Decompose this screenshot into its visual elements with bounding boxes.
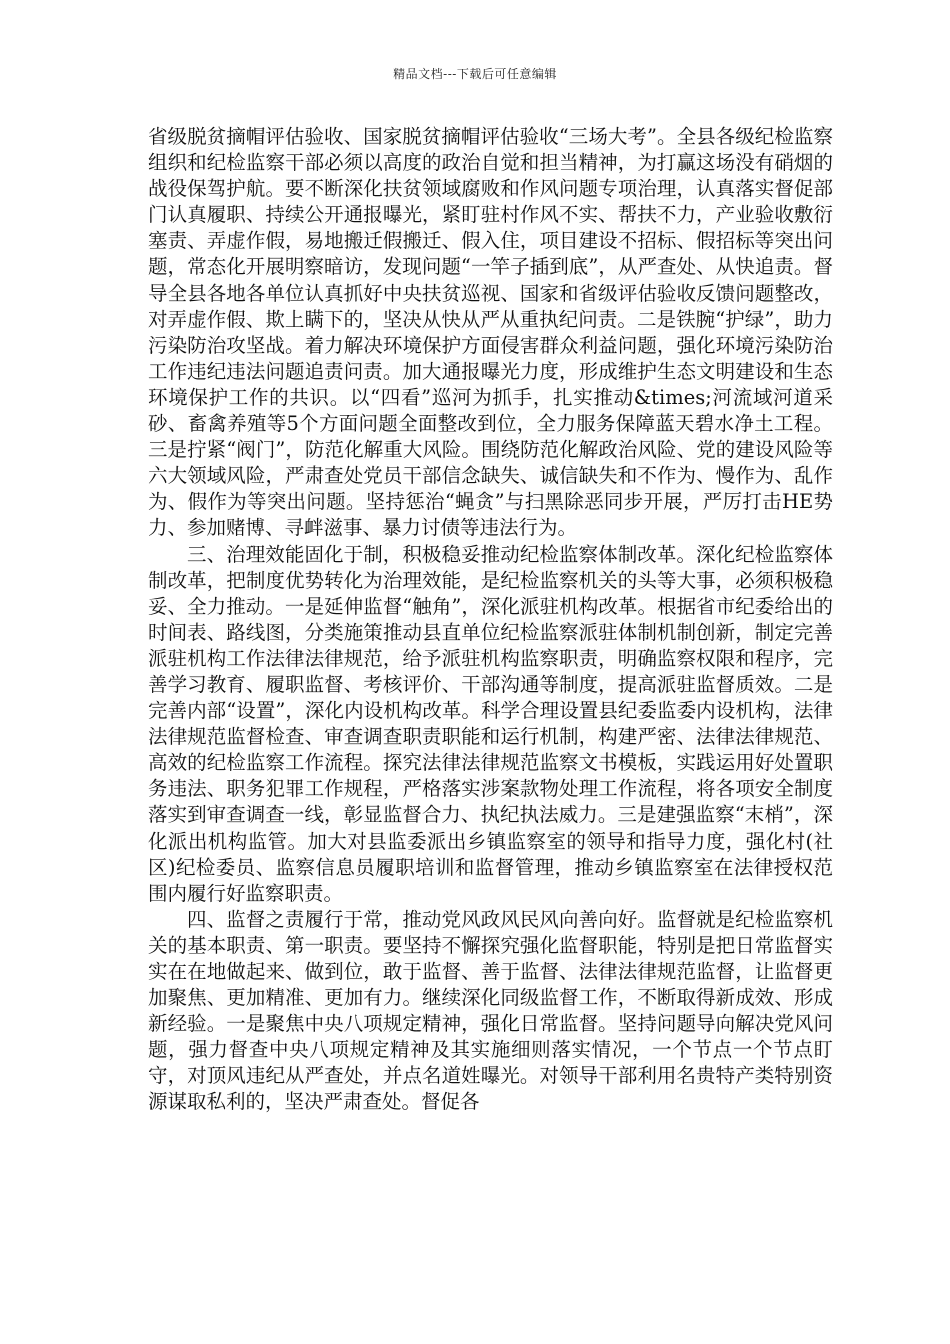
document-body (148, 124, 833, 1116)
paragraph-3: 四、监督之责履行于常，推动党风政风民风向善向好。监督就是纪检监察机关的基本职责、第一职责。要坚持不懈探究强化监督职能，特别是把日常监督实实在在地做起来、做到位，敢于监督、善于监督、法律法律规范监督，让监督更加聚焦、更加精准、更加有力。继续深化同级监督工作，不断取得新成效、形成新经验。一是聚焦中央八项规定精神，强化日常监督。坚持问题导向解决党风问题，强力督查中央八项规定精神及其实施细则落实情况，一个节点一个节点盯守，对顶风违纪从严查处，并点名道姓曝光。对领导干部利用名贵特产类特别资源谋取私利的，坚决严肃查处。督促各 (148, 907, 833, 1114)
page-header: 精品文档---下载后可任意编辑 (393, 67, 557, 81)
paragraph-1: 省级脱贫摘帽评估验收、国家脱贫摘帽评估验收“三场大考”。全县各级纪检监察组织和纪检监察干部必须以高度的政治自觉和担当精神，为打赢这场没有硝烟的战役保驾护航。要不断深化扶贫领域腐败和作风问题专项治理，认真落实督促部门认真履职、持续公开通报曝光，紧盯驻村作风不实、帮扶不力，产业验收敷衍塞责、弄虚作假，易地搬迁假搬迁、假入住，项目建设不招标、假招标等突出问题，常态化开展明察暗访，发现问题“一竿子插到底”，从严查处、从快追责。督导全县各地各单位认真抓好中央扶贫巡视、国家和省级评估验收反馈问题整改，对弄虚作假、欺上瞒下的，坚决从快从严从重执纪问责。二是铁腕“护绿”，助力污染防治攻坚战。着力解决环境保护方面侵害群众利益问题，强化环境污染防治工作违纪违法问题追责问责。加大通报曝光力度，形成维护生态文明建设和生态环境保护工作的共识。以“四看”巡河为抓手，扎实推动&times;河流域河道采砂、畜禽养殖等5个方面问题全面整改到位，全力服务保障蓝天碧水净土工程。三是拧紧“阀门”，防范化解重大风险。围绕防范化解政治风险、党的建设风险等六大领域风险，严肃查处党员干部信念缺失、诚信缺失和不作为、慢作为、乱作为、假作为等突出问题。坚持惩治“蝇贪”与扫黑除恶同步开展，严厉打击HE势力、参加赌博、寻衅滋事、暴力讨债等违法行为。 (148, 125, 833, 540)
paragraph-2: 三、治理效能固化于制，积极稳妥推动纪检监察体制改革。深化纪检监察体制改革，把制度优势转化为治理效能，是纪检监察机关的头等大事，必须积极稳妥、全力推动。一是延伸监督“触角”，深化派驻机构改革。根据省市纪委给出的时间表、路线图，分类施策推动县直单位纪检监察派驻体制机制创新，制定完善派驻机构工作法律法律规范，给予派驻机构监察职责，明确监察权限和程序，完善学习教育、履职监督、考核评价、干部沟通等制度，提高派驻监督质效。二是完善内部“设置”，深化内设机构改革。科学合理设置县纪委监委内设机构，法律法律规范监督检查、审查调查职责职能和运行机制，构建严密、法律法律规范、高效的纪检监察工作流程。探究法律法律规范监察文书模板，实践运用好处置职务违法、职务犯罪工作规程，严格落实涉案款物处理工作流程，将各项安全制度落实到审查调查一线，彰显监督合力、执纪执法威力。三是建强监察“末梢”，深化派出机构监管。加大对县监委派出乡镇监察室的领导和指导力度，强化村(社区)纪检委员、监察信息员履职培训和监督管理，推动乡镇监察室在法律授权范围内履行好监察职责。 (148, 542, 833, 905)
